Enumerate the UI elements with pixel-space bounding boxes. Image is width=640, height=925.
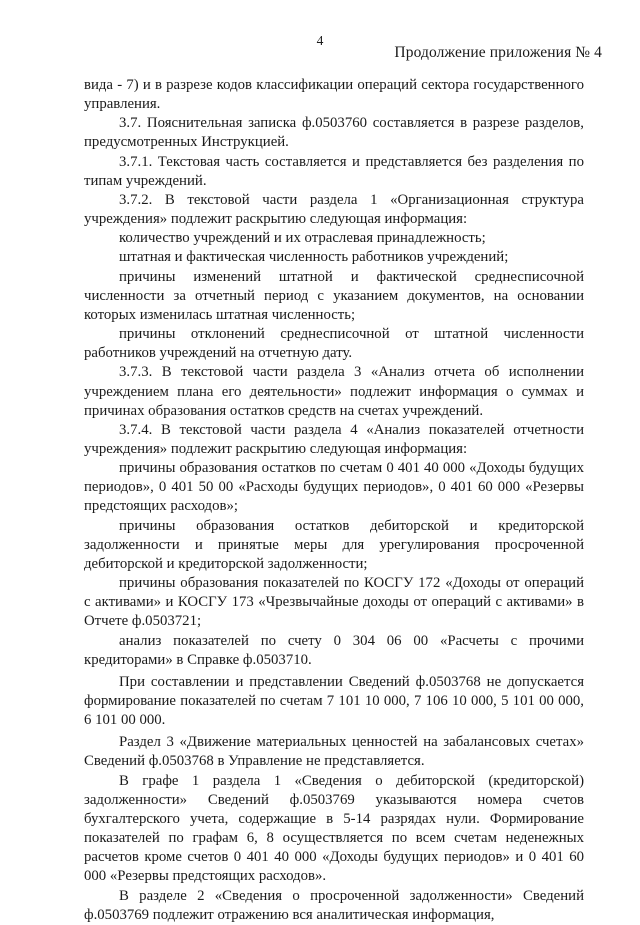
paragraph: Раздел 3 «Движение материальных ценностей на забалансовых счетах» Сведений ф.0503768 в Управление не представляется. [84, 734, 584, 770]
list-item: причины отклонений среднесписочной от штатной численности работников учреждений на отчетную дату. [84, 326, 584, 362]
paragraph: 3.7.3. В текстовой части раздела 3 «Анализ отчета об исполнении учреждением плана его деятельности» подлежит информация о суммах и причинах образования остатков средств на счетах учреждений. [84, 364, 584, 419]
paragraph: 3.7.4. В текстовой части раздела 4 «Анализ показателей отчетности учреждения» подлежит раскрытию следующая информация: [84, 421, 584, 457]
appendix-continuation-header: Продолжение приложения № 4 [394, 44, 602, 61]
paragraph: В графе 1 раздела 1 «Сведения о дебиторской (кредиторской) задолженности» Сведений ф.0503769 указываются номера счетов бухгалтерского учета, содержащие в 5-14 разрядах нули. Формирование показателей по графам 6, 8 осуществляется по всем счетам неденежных расчетов кроме счетов 0 401 40 000 «Доходы будущих периодов» и 0 401 60 000 «Резервы предстоящих расходов». [84, 772, 584, 885]
list-item: штатная и фактическая численность работников учреждений; [119, 249, 509, 266]
paragraph: В разделе 2 «Сведения о просроченной задолженности» Сведений ф.0503769 подлежит отражению вся аналитическая информация, [84, 887, 584, 923]
paragraph: 3.7. Пояснительная записка ф.0503760 составляется в разрезе разделов, предусмотренных Инструкцией. [84, 115, 584, 151]
document-body [84, 76, 584, 925]
paragraph: 3.7.1. Текстовая часть составляется и представляется без разделения по типам учреждений. [84, 153, 584, 189]
list-item: анализ показателей по счету 0 304 06 00 «Расчеты с прочими кредиторами» в Справке ф.0503710. [84, 632, 584, 668]
list-item: количество учреждений и их отраслевая принадлежность; [119, 230, 486, 247]
list-item: причины изменений штатной и фактической среднесписочной численности за отчетный период с указанием документов, на основании которых изменилась штатная численность; [84, 268, 584, 323]
page-number: 4 [316, 33, 324, 48]
paragraph: вида - 7) и в разрезе кодов классификации операций сектора государственного управления. [84, 77, 584, 113]
list-item: причины образования остатков по счетам 0 401 40 000 «Доходы будущих периодов», 0 401 50 00 «Расходы будущих периодов», 0 401 60 000 «Резервы предстоящих расходов»; [84, 460, 584, 515]
list-item: причины образования остатков дебиторской и кредиторской задолженности и принятые меры для урегулирования просроченной дебиторской и кредиторской задолженности; [84, 517, 584, 572]
list-item: причины образования показателей по КОСГУ 172 «Доходы от операций с активами» и КОСГУ 173 «Чрезвычайные доходы от операций с активами» в Отчете ф.0503721; [84, 575, 584, 630]
paragraph: 3.7.2. В текстовой части раздела 1 «Организационная структура учреждения» подлежит раскрытию следующая информация: [84, 191, 584, 228]
paragraph: При составлении и представлении Сведений ф.0503768 не допускается формирование показателей по счетам 7 101 10 000, 7 106 10 000, 5 101 00 000, 6 101 00 000. [84, 673, 584, 729]
